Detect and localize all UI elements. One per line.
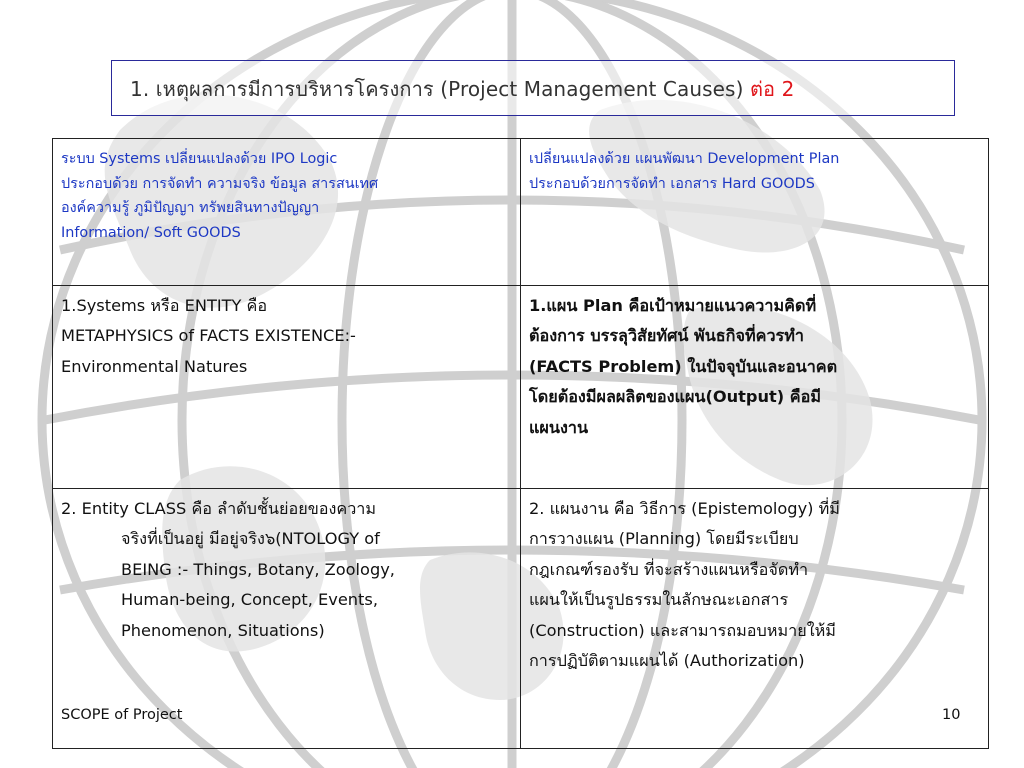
cell-line: กฎเกณฑ์รองรับ ที่จะสร้างแผนหรือจัดทำ bbox=[529, 559, 809, 579]
cell-line: แผนให้เป็นรูปธรรมในลักษณะเอกสาร bbox=[529, 590, 789, 610]
cell-line: แผนงาน bbox=[529, 417, 589, 437]
cell-line: 1.แผน Plan คือเป้าหมายแนวความคิดที่ bbox=[529, 296, 817, 315]
cell-line: องค์ความรู้ ภูมิปัญญา ทรัพยสินทางปัญญา bbox=[61, 200, 320, 217]
table-cell bbox=[521, 489, 989, 749]
slide-title-accent: ต่อ 2 bbox=[749, 77, 795, 101]
cell-line: การปฏิบัติตามแผนได้ (Authorization) bbox=[529, 651, 805, 671]
table-cell bbox=[53, 139, 521, 286]
cell-line: 2. Entity CLASS คือ ลำดับชั้นย่อยของความ bbox=[61, 499, 377, 518]
cell-line: Human-being, Concept, Events, bbox=[121, 590, 378, 610]
table-row bbox=[53, 489, 989, 749]
table-row bbox=[53, 286, 989, 489]
cell-line: การวางแผน (Planning) โดยมีระเบียบ bbox=[529, 529, 799, 549]
cell-line: จริงที่เป็นอยู่ มีอยู่จริง๖(NTOLOGY of bbox=[121, 529, 380, 549]
page-number: 10 bbox=[942, 707, 961, 723]
slide-title bbox=[130, 73, 794, 105]
cell-line: Environmental Natures bbox=[61, 356, 248, 376]
cell-line: Information/ Soft GOODS bbox=[61, 224, 241, 241]
content-table bbox=[52, 138, 989, 749]
table-cell bbox=[521, 139, 989, 286]
cell-line: (FACTS Problem) ในปัจจุบันและอนาคต bbox=[529, 356, 838, 376]
cell-line: METAPHYSICS of FACTS EXISTENCE:- bbox=[61, 326, 356, 346]
cell-line: (Construction) และสามารถมอบหมายให้มี bbox=[529, 620, 836, 640]
cell-line: ประกอบด้วยการจัดทำ เอกสาร Hard GOODS bbox=[529, 175, 815, 192]
table-cell bbox=[53, 286, 521, 489]
table-cell bbox=[521, 286, 989, 489]
cell-line: เปลี่ยนแปลงด้วย แผนพัฒนา Development Plan bbox=[529, 151, 840, 167]
cell-line: 1.Systems หรือ ENTITY คือ bbox=[61, 296, 268, 315]
cell-line: 2. แผนงาน คือ วิธีการ (Epistemology) ที่มี bbox=[529, 499, 840, 518]
cell-line: BEING :- Things, Botany, Zoology, bbox=[121, 559, 395, 579]
cell-line: Phenomenon, Situations) bbox=[121, 620, 325, 640]
cell-line: ต้องการ บรรลุวิสัยทัศน์ พันธกิจที่ควรทำ bbox=[529, 326, 804, 346]
footer-label: SCOPE of Project bbox=[61, 707, 183, 723]
slide-title-box bbox=[111, 60, 955, 116]
table-row bbox=[53, 139, 989, 286]
cell-line: ประกอบด้วย การจัดทำ ความจริง ข้อมูล สารสนเทศ bbox=[61, 175, 379, 192]
cell-line: ระบบ Systems เปลี่ยนแปลงด้วย IPO Logic bbox=[61, 151, 338, 167]
slide-title-main: 1. เหตุผลการมีการบริหารโครงการ (Project Management Causes) bbox=[130, 77, 750, 101]
cell-line: โดยต้องมีผลผลิตของแผน(Output) คือมี bbox=[529, 387, 822, 407]
